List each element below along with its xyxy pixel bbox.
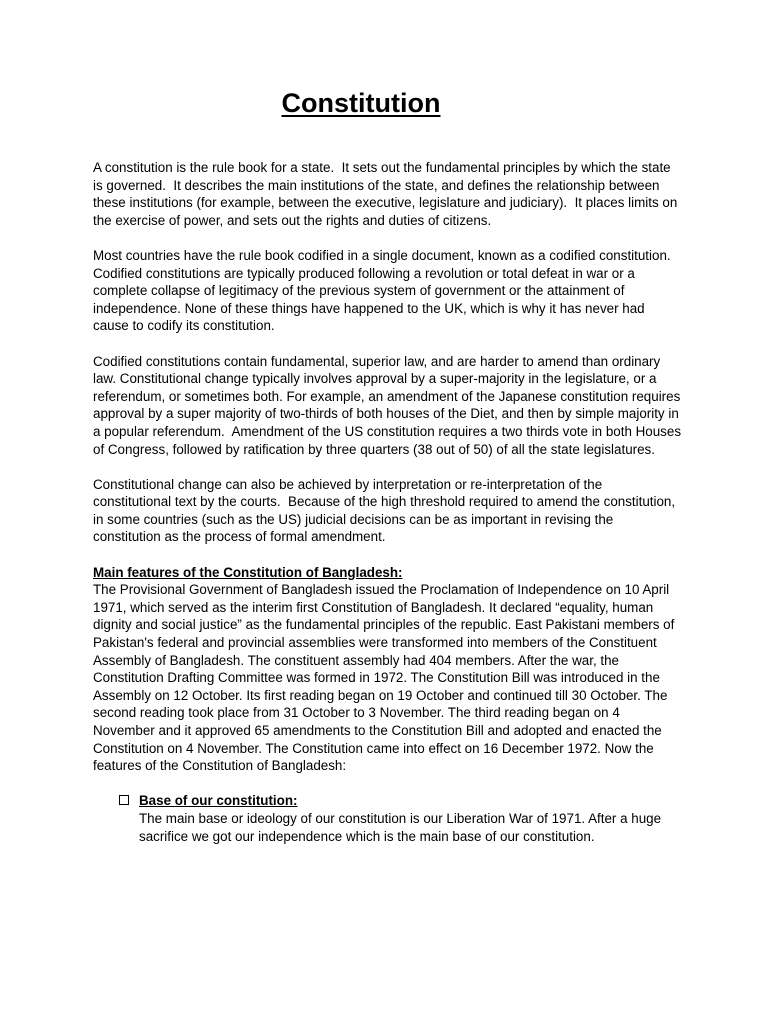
- bullet-heading: Base of our constitution:: [139, 793, 298, 809]
- paragraph-amendment: Codified constitutions contain fundamental, superior law, and are harder to amend than ordinary law. Constitutional change typically involves approval by a super-majority in the legislature, or a referendum, or sometimes both. For example, an amendment of the Japanese constitution requires approval by a super majority of two-thirds of both houses of the Diet, and then by simple majority in a popular referendum. Amendment of the US constitution requires a two thirds vote in both Houses of Congress, followed by ratification by three quarters (38 out of 50) of all the state legislatures.: [93, 353, 685, 457]
- bullet-text: The main base or ideology of our constitution is our Liberation War of 1971. After a huge sacrifice we got our independence which is the main base of our constitution.: [139, 810, 662, 844]
- paragraph-interpretation: Constitutional change can also be achieved by interpretation or re-interpretation of the constitutional text by the courts. Because of the high threshold required to amend the constitution, in some countries (such as the US) judicial decisions can be as important in revising the constitution as the process of formal amendment.: [93, 476, 679, 545]
- paragraph-intro: A constitution is the rule book for a state. It sets out the fundamental principles by which the state is governed. It describes the main institutions of the state, and defines the relationship between these institutions (for example, between the executive, legislature and judiciary). It places limits on the exercise of power, and sets out the rights and duties of citizens.: [93, 160, 682, 228]
- paragraph-codified: Most countries have the rule book codified in a single document, known as a codified constitution. Codified constitutions are typically produced following a revolution or total defeat in war or a complete collapse of legitimacy of the previous system of government or the attainment of independence. None of these things have happened to the UK, which is why it has never had cause to codify its constitution.: [93, 247, 675, 334]
- paragraph-bangladesh: The Provisional Government of Bangladesh issued the Proclamation of Independence on 10 April 1971, which served as the interim first Constitution of Bangladesh. It declared “equality, human dignity and social justice” as the fundamental principles of the republic. East Pakistani members of Pakistan's federal and provincial assemblies were transformed into members of the Constituent Assembly of Bangladesh. The constituent assembly had 404 members. After the war, the Constitution Drafting Committee was formed in 1972. The Constitution Bill was introduced in the Assembly on 12 October. Its first reading began on 19 October and continued till 30 October. The second reading took place from 31 October to 3 November. The third reading began on 4 November and it approved 65 amendments to the Constitution Bill and adopted and enacted the Constitution on 4 November. The Constitution came into effect on 16 December 1972. Now the features of the Constitution of Bangladesh:: [93, 582, 679, 774]
- document-body: [93, 159, 683, 845]
- page-title: Constitution: [281, 88, 441, 118]
- section-heading-bangladesh: Main features of the Constitution of Bangladesh:: [93, 564, 403, 580]
- checkbox-bullet-icon: [119, 795, 129, 805]
- bullet-item-base: [93, 792, 683, 845]
